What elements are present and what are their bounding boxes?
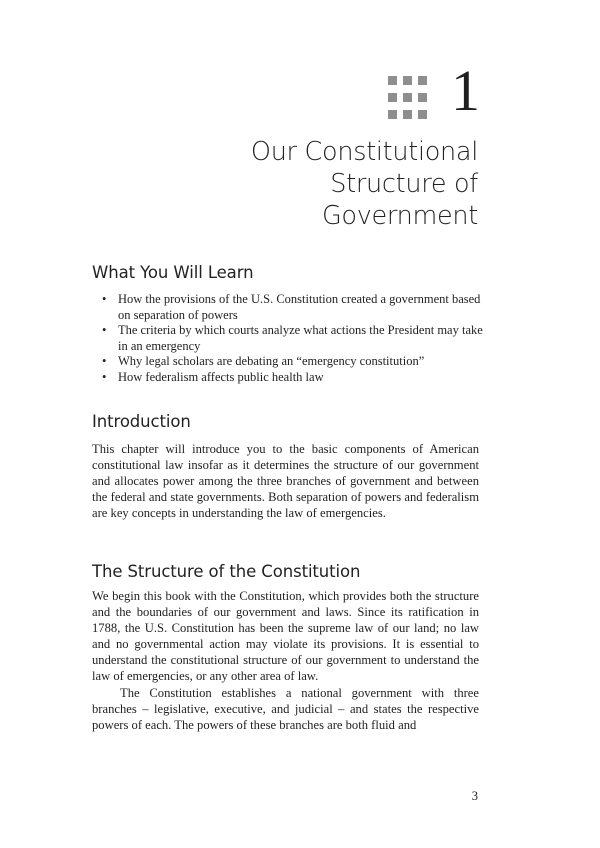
- list-item: • How the provisions of the U.S. Constitution created a government based on separation of powers: [102, 292, 481, 322]
- bullet-icon: •: [102, 323, 107, 337]
- chapter-title-line: Our Constitutional: [250, 137, 478, 167]
- chapter-title-line: Government: [321, 201, 478, 231]
- structure-paragraph: We begin this book with the Constitution, which provides both the structure and the boundaries of our government and laws. Since its ratification in 1788, the U.S. Constitution has been the supreme law of our land; no law and no governmental action may violate its provisions. It is essential to understand the constitutional structure of our government to understand the law of emergencies, or any other area of law.: [92, 589, 479, 683]
- bullet-icon: •: [102, 292, 107, 306]
- chapter-title: [138, 136, 478, 232]
- page-number: 3: [471, 789, 478, 803]
- bullet-icon: •: [102, 354, 107, 368]
- introduction-paragraph: This chapter will introduce you to the basic components of American constitutional law insofar as it determines the structure of our government and allocates power among the three branches of government and between the federal and state governments. Both separation of powers and federalism are key concepts in understanding the law of emergencies.: [92, 442, 479, 520]
- chapter-number: 1: [451, 58, 480, 123]
- chapter-grid-icon: [388, 76, 428, 120]
- list-item: • Why legal scholars are debating an “emergency constitution”: [102, 354, 425, 368]
- introduction-heading: Introduction: [92, 412, 191, 431]
- learning-objectives-list: [92, 292, 492, 385]
- structure-paragraph: The Constitution establishes a national government with three branches – legislative, executive, and judicial – and states the respective powers of each. The powers of these branches are both fluid and: [92, 686, 479, 732]
- structure-heading: The Structure of the Constitution: [92, 562, 361, 581]
- chapter-title-line: Structure of: [330, 169, 478, 199]
- list-item: • How federalism affects public health law: [102, 369, 324, 384]
- bullet-icon: •: [102, 369, 107, 384]
- list-item: • The criteria by which courts analyze what actions the President may take in an emergency: [102, 323, 483, 353]
- what-you-will-learn-heading: What You Will Learn: [92, 263, 254, 282]
